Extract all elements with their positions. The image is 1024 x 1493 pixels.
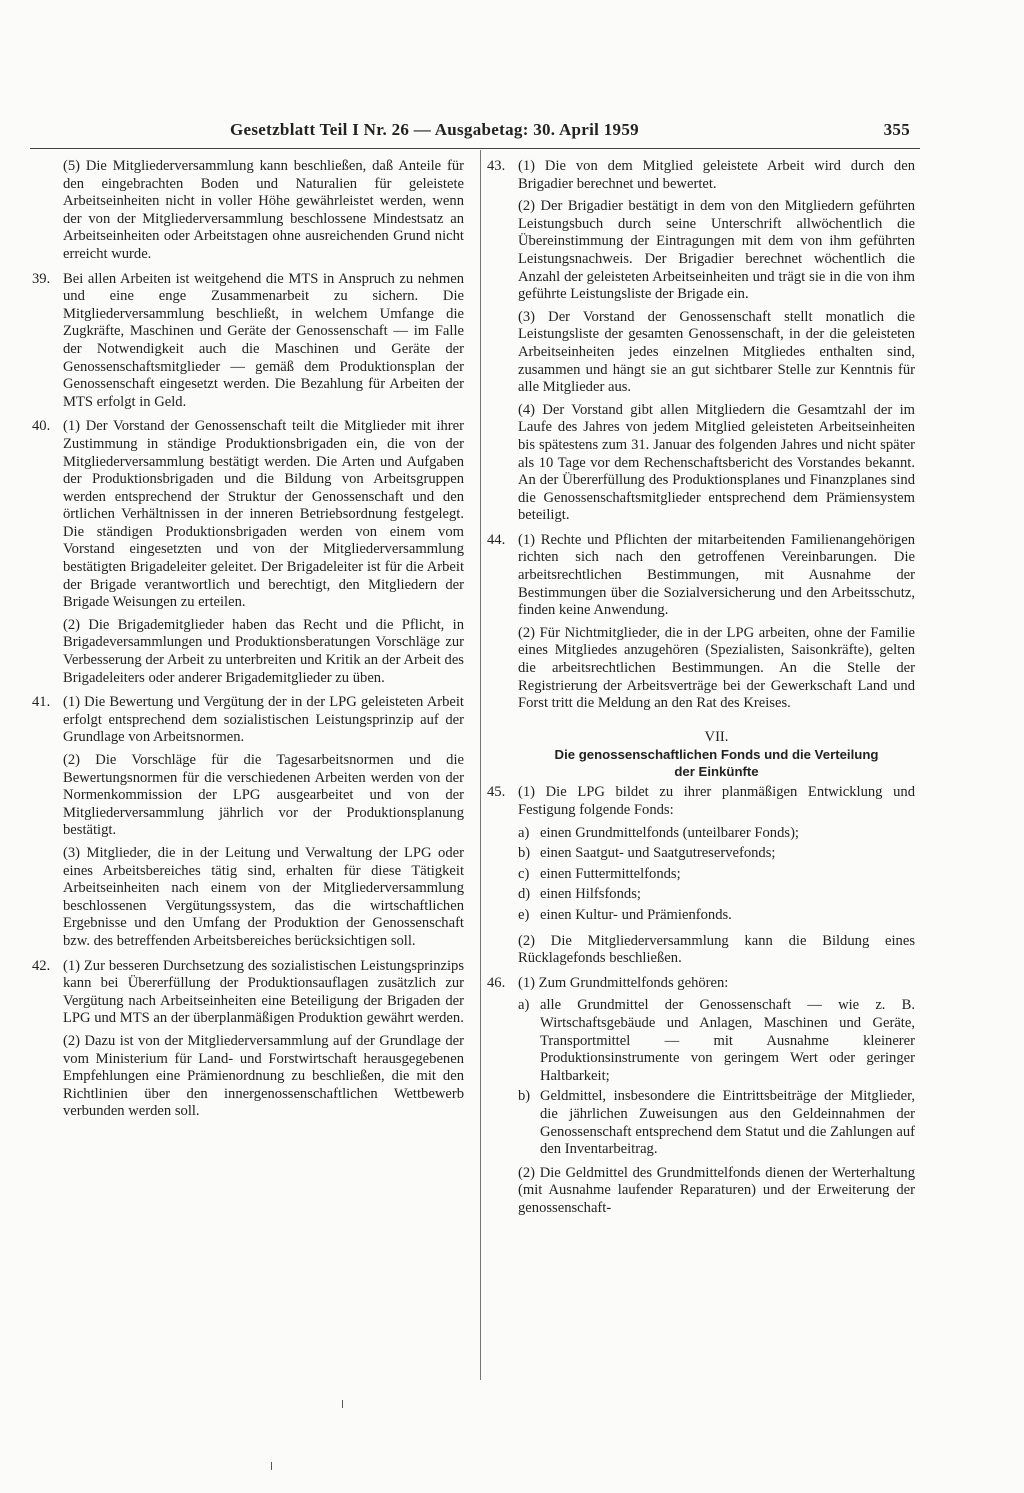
paragraph-46-1: (1) Zum Grundmittelfonds gehören: <box>518 974 729 991</box>
print-mark <box>271 1462 272 1470</box>
print-mark <box>342 1400 343 1408</box>
paragraph-38-5: (5) Die Mitgliederversammlung kann beschließen, daß Anteile für den eingebrachten Boden und Naturalien für geleistete Arbeitseinheiten nicht in voller Höhe gewährleistet werden, wenn der von der Mitgliederversammlung beschlossene Mindestsatz an Arbeitseinheiten oder Arbeitstagen ohne ausreichenden Grund nicht erreicht wurde. <box>63 158 464 262</box>
fund-item <box>518 907 915 925</box>
fund-item <box>518 825 915 843</box>
page-header <box>230 120 910 144</box>
list-text: einen Grundmittelfonds (unteilbarer Fonds); <box>540 824 799 841</box>
paragraph-43-4: (4) Der Vorstand gibt allen Mitgliedern die Gesamtzahl der im Laufe des Jahres von jedem Mitglied geleisteten Arbeitseinheiten bis spätestens zum 31. Januar des folgenden Jahres und nicht später als 10 Tage vor dem Rechenschaftsbericht des Vorstandes bekannt. An der Übererfüllung des Produktionsplanes und Finanzplanes sind die Genossenschaftsmitglieder entsprechend dem Prämiensystem beteiligt. <box>518 401 915 524</box>
paragraph-44-2: (2) Für Nichtmitglieder, die in der LPG arbeiten, ohne der Familie eines Mitgliedes anzugehören (Spezialisten, Saisonkräfte), gelten die arbeitsrechtlichen Bestimmungen. An die Stelle der Registrierung der Arbeitsverträge bei der Gewerkschaft Land und Forst tritt die Meldung an den Rat des Kreises. <box>518 624 915 712</box>
list-letter: a) <box>518 824 530 841</box>
header-rule <box>30 148 920 149</box>
section-number: 42. <box>32 957 51 974</box>
section-number: 43. <box>487 158 506 174</box>
paragraph-46-2: (2) Die Geldmittel des Grundmittelfonds dienen der Werterhaltung (mit Ausnahme laufender Reparaturen) und der Erweiterung der genossenschaft- <box>518 1164 915 1216</box>
fund-item <box>518 886 915 904</box>
paragraph-41-1: (1) Die Bewertung und Vergütung der in der LPG geleisteten Arbeit erfolgt entsprechend dem sozialistischen Leistungsprinzip auf der Grundlage von Arbeitsnormen. <box>63 694 464 746</box>
section-number: 45. <box>487 784 506 801</box>
section-number: 41. <box>32 694 51 711</box>
list-text: einen Kultur- und Prämienfonds. <box>540 906 732 923</box>
paragraph-41-3: (3) Mitglieder, die in der Leitung und Verwaltung der LPG oder eines Arbeitsbereiches tätig sind, erhalten für diese Tätigkeit Arbeitseinheiten nach einem von der Mitgliederversammlung beschlossenen Vergütungssystem, das die wirtschaftlichen Ergebnisse und den Umfang der Produktion der Genossenschaft bzw. des betreffenden Arbeitsbereiches berücksichtigen soll. <box>63 844 464 949</box>
page-number: 355 <box>883 120 910 139</box>
section-44 <box>487 532 915 713</box>
list-letter: e) <box>518 906 530 923</box>
list-text: alle Grundmittel der Genossenschaft — wie z. B. Wirtschaftsgebäude und Anlagen, Maschinen und Geräte, Transportmittel — mit Ausnahme kleinerer Produktionsinstrumente von geringem Wert oder geringer Haltbarkeit; <box>540 997 915 1084</box>
chapter-title <box>487 747 915 780</box>
list-text: einen Futtermittelfonds; <box>540 865 681 882</box>
fund-item <box>518 845 915 863</box>
section-number: 44. <box>487 531 506 548</box>
paragraph-45-1: (1) Die LPG bildet zu ihrer planmäßigen Entwicklung und Festigung folgende Fonds: <box>518 784 915 818</box>
paragraph-42-2: (2) Dazu ist von der Mitgliederversammlung auf der Grundlage der vom Ministerium für Land- und Forstwirtschaft herausgegebenen Empfehlungen eine Prämienordnung zu beschließen, die mit den Richtlinien über den innergenossenschaftlichen Wettbewerb verbunden werden soll. <box>63 1032 464 1120</box>
section-41 <box>32 694 464 950</box>
list-text: einen Hilfsfonds; <box>540 886 641 903</box>
paragraph-41-2: (2) Die Vorschläge für die Tagesarbeitsnormen und die Bewertungsnormen für die verschiedenen Arbeiten werden von der Normenkommission der LPG ausgearbeitet und von der Mitgliederversammlung jährlich vor der Produktionsplanung bestätigt. <box>63 752 464 839</box>
paragraph-44-1: (1) Rechte und Pflichten der mitarbeitenden Familienangehörigen richten sich nach den getroffenen Vereinbarungen. Die arbeitsrechtlichen Bestimmungen, mit Ausnahme der Bestimmungen über die Sozialversicherung und den Arbeitsschutz, finden keine Anwendung. <box>518 531 915 619</box>
paragraph-42-1: (1) Zur besseren Durchsetzung des sozialistischen Leistungsprinzips kann bei Übererfüllung der Produktionsauflagen zusätzlich zur Vergütung nach Arbeitseinheiten eine Beteiligung der Brigaden der LPG und MTS an der überplanmäßigen Produktion gewährt werden. <box>63 957 464 1027</box>
column-divider <box>480 150 481 1380</box>
section-46 <box>487 975 915 1218</box>
paragraph-43-3: (3) Der Vorstand der Genossenschaft stellt monatlich die Leistungsliste der gesamten Genossenschaft, in der die geleisteten Arbeitseinheiten jedes einzelnen Mitgliedes enthalten sind, zusammen und hängt sie an gut sichtbarer Stelle zur Kenntnis für alle Mitglieder aus. <box>518 308 915 396</box>
paragraph-43-1: (1) Die von dem Mitglied geleistete Arbeit wird durch den Brigadier berechnet und bewertet. <box>518 158 915 192</box>
section-number: 46. <box>487 974 506 991</box>
section-43 <box>487 158 915 525</box>
section-39 <box>32 271 464 412</box>
section-42 <box>32 958 464 1121</box>
section-number: 40. <box>32 418 51 435</box>
section-45 <box>487 784 915 967</box>
paragraph-40-1: (1) Der Vorstand der Genossenschaft teilt die Mitglieder mit ihrer Zustimmung in ständige Produktionsbrigaden ein, die von der Mitgliederversammlung bestätigt werden. Die Arten und Aufgaben der Produktionsbrigaden und die Bildung von Arbeitsgruppen werden entsprechend der Struktur der Genossenschaft und den örtlichen Verhältnissen in der inneren Betriebsordnung festgelegt. Die ständigen Produktionsbrigaden werden von einem vom Vorstand eingesetzten und von der Mitgliederversammlung bestätigten Brigadeleiter geleitet. Der Brigadeleiter ist für die Arbeit der Brigade verantwortlich und berechtigt, den Mitgliedern der Brigade Weisungen zu erteilen. <box>63 418 464 611</box>
paragraph-40-2: (2) Die Brigademitglieder haben das Recht und die Pflicht, in Brigadeversammlungen und Produktionsberatungen Vorschläge zur Verbesserung der Arbeit zu unterbreiten und Kritik an der Arbeit des Brigadeleiters oder anderer Brigademitglieder zu üben. <box>63 616 464 686</box>
list-letter: b) <box>518 1088 531 1105</box>
chapter-title-line-1: Die genossenschaftlichen Fonds und die Verteilung <box>554 747 879 763</box>
section-40 <box>32 418 464 687</box>
list-letter: b) <box>518 845 531 862</box>
chapter-number: VII. <box>704 728 729 745</box>
list-text: einen Saatgut- und Saatgutreservefonds; <box>540 845 776 862</box>
list-text: Geldmittel, insbesondere die Eintrittsbeiträge der Mitglieder, die jährlichen Zuweisungen aus den Geldeinnahmen der Genossenschaft entsprechend dem Statut und die Zahlungen auf den Inventarbeitrag. <box>540 1088 915 1158</box>
list-letter: a) <box>518 997 530 1014</box>
list-letter: d) <box>518 886 531 903</box>
right-column <box>487 158 915 1224</box>
asset-item <box>518 997 915 1085</box>
paragraph-43-2: (2) Der Brigadier bestätigt in dem von den Mitgliedern geführten Leistungsbuch durch seine Unterschrift allwöchentlich die Übereinstimmung der Eintragungen mit dem von ihm geführten Leistungsnachweis. Der Brigadier berechnet wöchentlich die Anzahl der geleisteten Arbeitseinheiten und trägt sie in die von ihm geführte Leistungsliste der Brigade ein. <box>518 198 915 303</box>
fund-item <box>518 866 915 884</box>
chapter-title-line-2: der Einkünfte <box>674 763 759 779</box>
paragraph-45-2: (2) Die Mitgliederversammlung kann die Bildung eines Rücklagefonds beschließen. <box>518 932 915 967</box>
left-column <box>32 158 464 1128</box>
asset-item <box>518 1088 915 1158</box>
section-number: 39. <box>32 270 51 287</box>
paragraph-39: Bei allen Arbeiten ist weitgehend die MTS in Anspruch zu nehmen und eine enge Zusammenarbeit zu sichern. Die Mitgliederversammlung beschließt, in welchem Umfange die Zugkräfte, Maschinen und Geräte der Genossenschaft — im Falle der Notwendigkeit auch die Maschinen und Geräte der Genossenschaftsmitglieder — gemäß dem Produktionsplan der Genossenschaft eingesetzt werden. Die Bezahlung für Arbeiten der MTS erfolgt in Geld. <box>63 270 464 410</box>
paragraph-38-continued <box>32 158 464 264</box>
header-title: Gesetzblatt Teil I Nr. 26 — Ausgabetag: 30. April 1959 <box>230 120 639 139</box>
list-letter: c) <box>518 865 530 882</box>
